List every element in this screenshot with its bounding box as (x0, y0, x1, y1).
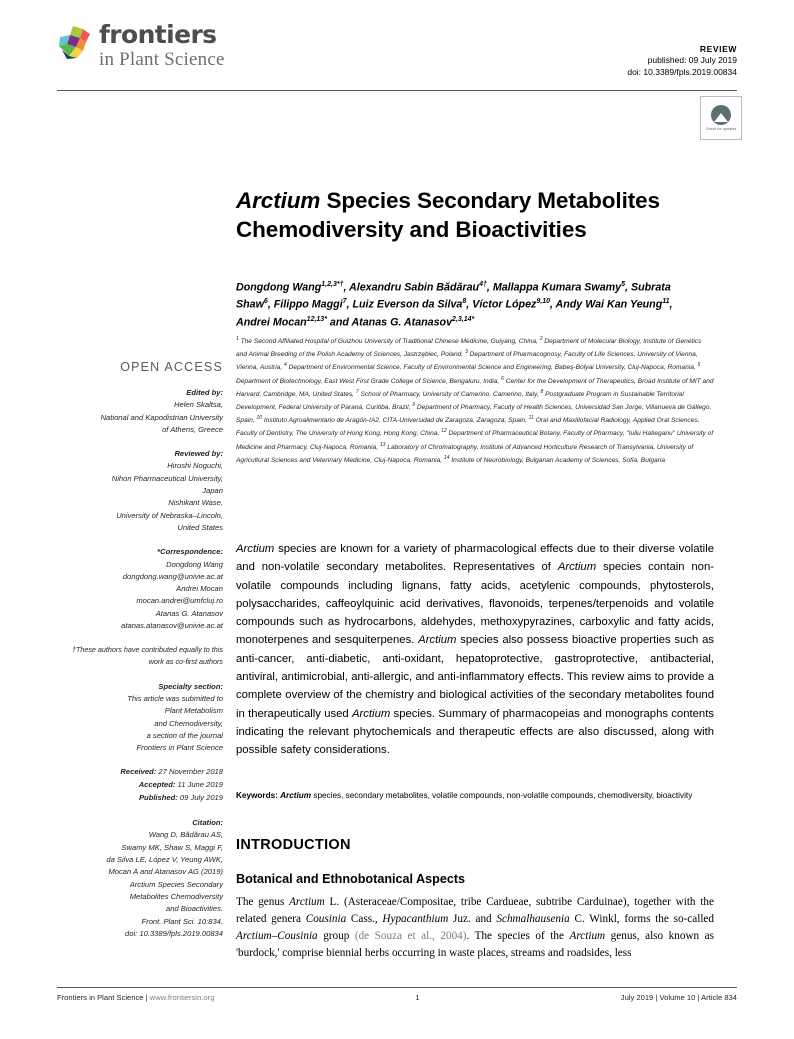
received-date-row (57, 766, 223, 779)
citation-line-7: and Bioactivities. (166, 904, 223, 914)
footer-divider (57, 987, 737, 988)
logo-journal-text: in Plant Science (99, 49, 225, 70)
article-meta (627, 44, 737, 78)
reviewer-2-name: Nishikant Wase, (168, 498, 223, 508)
footer-separator: | (143, 993, 150, 1002)
specialty-line-2: Plant Metabolism (164, 706, 223, 716)
author-list: Dongdong Wang$^{1,2,3*\dagger}$, Alexandru Sabin Bădărau$^{4\dagger}$, Mallappa Kumara Swamy$^5$, Subrata Shaw$^6$, Filippo Maggi$^7$, Luiz Everson da Silva$^8$, Víctor López$^{9,10}$, Andy Wai Kan Yeung$^{11}$, Andrei Mocan$^{12,13*}$ and Atanas G. Atanasov$^{2,3,14*}$ (236, 281, 673, 329)
citation-block (57, 817, 223, 940)
editor-name: Helen Skaltsa, (174, 400, 223, 410)
page-title (236, 187, 691, 245)
crossmark-badge[interactable] (700, 96, 742, 140)
open-access-label: OPEN ACCESS (120, 360, 223, 374)
footer-url[interactable]: www.frontiersin.org (149, 993, 215, 1002)
citation-line-5: Arctium Species Secondary (129, 879, 223, 889)
frontiers-logo-icon (57, 24, 93, 60)
citation-line-3: da Silva LE, López V, Yeung AWK, (106, 855, 223, 865)
specialty-section-block (57, 681, 223, 755)
editor-affiliation-2: of Athens, Greece (162, 424, 223, 434)
received-value: 27 November 2018 (156, 767, 223, 777)
equal-contribution-note: †These authors have contributed equally to this work as co-first authors (71, 645, 223, 666)
corresponding-email-2[interactable]: mocan.andrei@umfcluj.ro (136, 596, 223, 606)
editor-affiliation-1: National and Kapodistrian University (100, 412, 223, 422)
correspondence-block (57, 546, 223, 632)
specialty-line-1: This article was submitted to (127, 693, 223, 703)
specialty-line-4: a section of the journal (146, 730, 223, 740)
reviewer-2-country: United States (177, 522, 223, 532)
footer-issue-info: July 2019 | Volume 10 | Article 834 (620, 993, 737, 1002)
sidebar (57, 360, 223, 940)
correspondence-heading: *Correspondence: (157, 547, 223, 557)
citation-doi[interactable]: doi: 10.3389/fpls.2019.00834 (125, 928, 223, 938)
edited-by-heading: Edited by: (186, 388, 223, 397)
footer-journal-name: Frontiers in Plant Science (57, 993, 144, 1002)
accepted-value: 11 June 2019 (175, 780, 223, 790)
reviewed-by-heading: Reviewed by: (174, 449, 223, 459)
corresponding-email-1[interactable]: dongdong.wang@univie.ac.at (122, 571, 223, 581)
published-date-row (57, 792, 223, 805)
specialty-line-3: and Chemodiversity, (154, 718, 223, 728)
corresponding-author-3: Atanas G. Atanasov (155, 608, 223, 618)
specialty-heading: Specialty section: (158, 681, 223, 691)
reviewer-1-country: Japan (202, 486, 223, 496)
keywords-values: Arctium species, secondary metabolites, volatile compounds, non-volatile compounds, chemodiversity, bioactivity (280, 791, 693, 800)
crossmark-label: Check for updates (705, 126, 737, 131)
citation-line-2: Swamy MK, Shaw S, Maggi F, (121, 842, 223, 852)
header-divider (57, 90, 737, 91)
reviewer-1-name: Hiroshi Noguchi, (167, 461, 223, 471)
reviewer-1-affiliation: Nihon Pharmaceutical University, (111, 473, 223, 483)
reviewed-by-block (57, 448, 223, 534)
doi-text[interactable]: doi: 10.3389/fpls.2019.00834 (627, 66, 737, 77)
title-genus: Arctium (236, 188, 321, 214)
section-heading-introduction: INTRODUCTION (236, 837, 351, 853)
crossmark-icon (711, 105, 731, 125)
logo-brand-text: frontiers (99, 20, 217, 49)
page-header (57, 22, 737, 94)
title-rest: Species Secondary Metabolites Chemodiversity and Bioactivities (236, 188, 660, 242)
affiliations: $^1$ The Second Affiliated Hospital of Guizhou University of Traditional Chinese Medicine, Guiyang, China, $^2$ Department of Molecular Biology, Institute of Genetics and Animal Breeding of the Polish Academy of Sciences, Jastrzębiec, Poland, $^3$ Department of Pharmacognosy, Faculty of Life Sciences, University of Vienna, Vienna, Austria, $^4$ Department of Environmental Science, Faculty of Environmental Science and Engineering, Babeş-Bolyai University, Cluj-Napoca, Romania, $^5$ Department of Biotechnology, East West First Grade College of Science, Bengaluru, India, $^6$ Center for the Development of Therapeutics, Broad Institute of MIT and Harvard, Cambridge, MA, United States, $^7$ School of Pharmacy, University of Camerino, Camerino, Italy, $^8$ Postgraduate Program in Sustainable Territorial Development, Federal University of Paraná, Curitiba, Brazil, $^9$ Department of Pharmacy, Faculty of Health Sciences, Universidad San Jorge, Villanueva de Gállego, Spain, $^{10}$ Instituto Agroalimentario de Aragón-IA2, CITA-Universidad de Zaragoza, Zaragoza, Spain, $^{11}$ Oral and Maxillofacial Radiology, Applied Oral Sciences, Faculty of Dentistry, The University of Hong Kong, Hong Kong, China, $^{12}$ Department of Pharmaceutical Botany, Faculty of Pharmacy, "Iuliu Hatieganu" University of Medicine and Pharmacy, Cluj-Napoca, Romania, $^{13}$ Laboratory of Chromatography, Institute of Advanced Horticulture Research of Transylvania, University of Agricultural Sciences and Veterinary Medicine, Cluj-Napoca, Romania, $^{14}$ Institute of Neurobiology, Bulgarian Academy of Sciences, Sofia, Bulgaria (236, 336, 714, 464)
accepted-label: Accepted: (138, 780, 176, 790)
footer-page-number: 1 (415, 993, 420, 1002)
article-type: REVIEW (699, 44, 737, 54)
citation-line-1: Wang D, Bădărau AS, (148, 830, 223, 840)
corresponding-email-3[interactable]: atanas.atanasov@univie.ac.at (121, 621, 223, 631)
citation-line-8: Front. Plant Sci. 10:834. (141, 916, 223, 926)
corresponding-author-2: Andrei Mocan (176, 584, 223, 594)
published-date: published: 09 July 2019 (647, 55, 737, 66)
subsection-heading-botanical: Botanical and Ethnobotanical Aspects (236, 872, 466, 886)
frontiers-logo (57, 22, 225, 69)
corresponding-author-1: Dongdong Wang (166, 559, 223, 569)
abstract-text: Arctium species are known for a variety of pharmacological effects due to their diverse volatile and non-volatile secondary metabolites. Representatives of Arctium species contain non-volatile compounds including lignans, fatty acids, acetylenic compounds, phytosterols, polysaccharides, caffeoylquinic acid derivatives, flavonoids, terpenes/terpenoids and volatile compounds such as hydrocarbons, aldehydes, methoxypyrazines, carboxylic and fatty acids, monoterpenes and sesquiterpenes. Arctium species also possess bioactive properties such as anti-cancer, anti-diabetic, anti-oxidant, hepatoprotective, gastroprotective, antibacterial, antiviral, antimicrobial, anti-allergic, and anti-inflammatory effects. This review aims to provide a complete overview of the chemistry and biological activities of the secondary metabolites found in therapeutically used Arctium species. Summary of pharmacopeias and monographs contents indicating the relevant phytochemicals and therapeutic effects are also discussed, along with possible safety considerations. (236, 543, 714, 757)
citation-heading: Citation: (192, 818, 223, 828)
specialty-line-5: Frontiers in Plant Science (136, 743, 223, 753)
accepted-date-row (57, 779, 223, 792)
received-label: Received: (120, 767, 157, 777)
footer-journal-info (57, 993, 214, 1002)
body-paragraph-botanical: The genus Arctium L. (Asteraceae/Compositae, tribe Cardueae, subtribe Carduinae), together with the related genera Cousinia Cass., Hypacanthium Juz. and Schmalhausenia C. Winkl, forms the so-called Arctium–Cousinia group (de Souza et al., 2004). The species of the Arctium genus, also known as 'burdock,' comprise biennial herbs occurring in waste places, streams and roadsides, less (236, 896, 714, 960)
article-dates (57, 766, 223, 805)
page-footer (57, 993, 737, 1002)
keywords-label: Keywords: (236, 791, 281, 800)
published-value: 09 July 2019 (177, 793, 223, 803)
citation-line-4: Mocan A and Atanasov AG (2019) (108, 867, 223, 877)
citation-line-6: Metabolites Chemodiversity (129, 891, 223, 901)
reviewer-2-affiliation: University of Nebraska–Lincoln, (116, 510, 223, 520)
keywords-line (236, 789, 714, 802)
published-label: Published: (138, 793, 178, 803)
edited-by-block (57, 387, 223, 436)
